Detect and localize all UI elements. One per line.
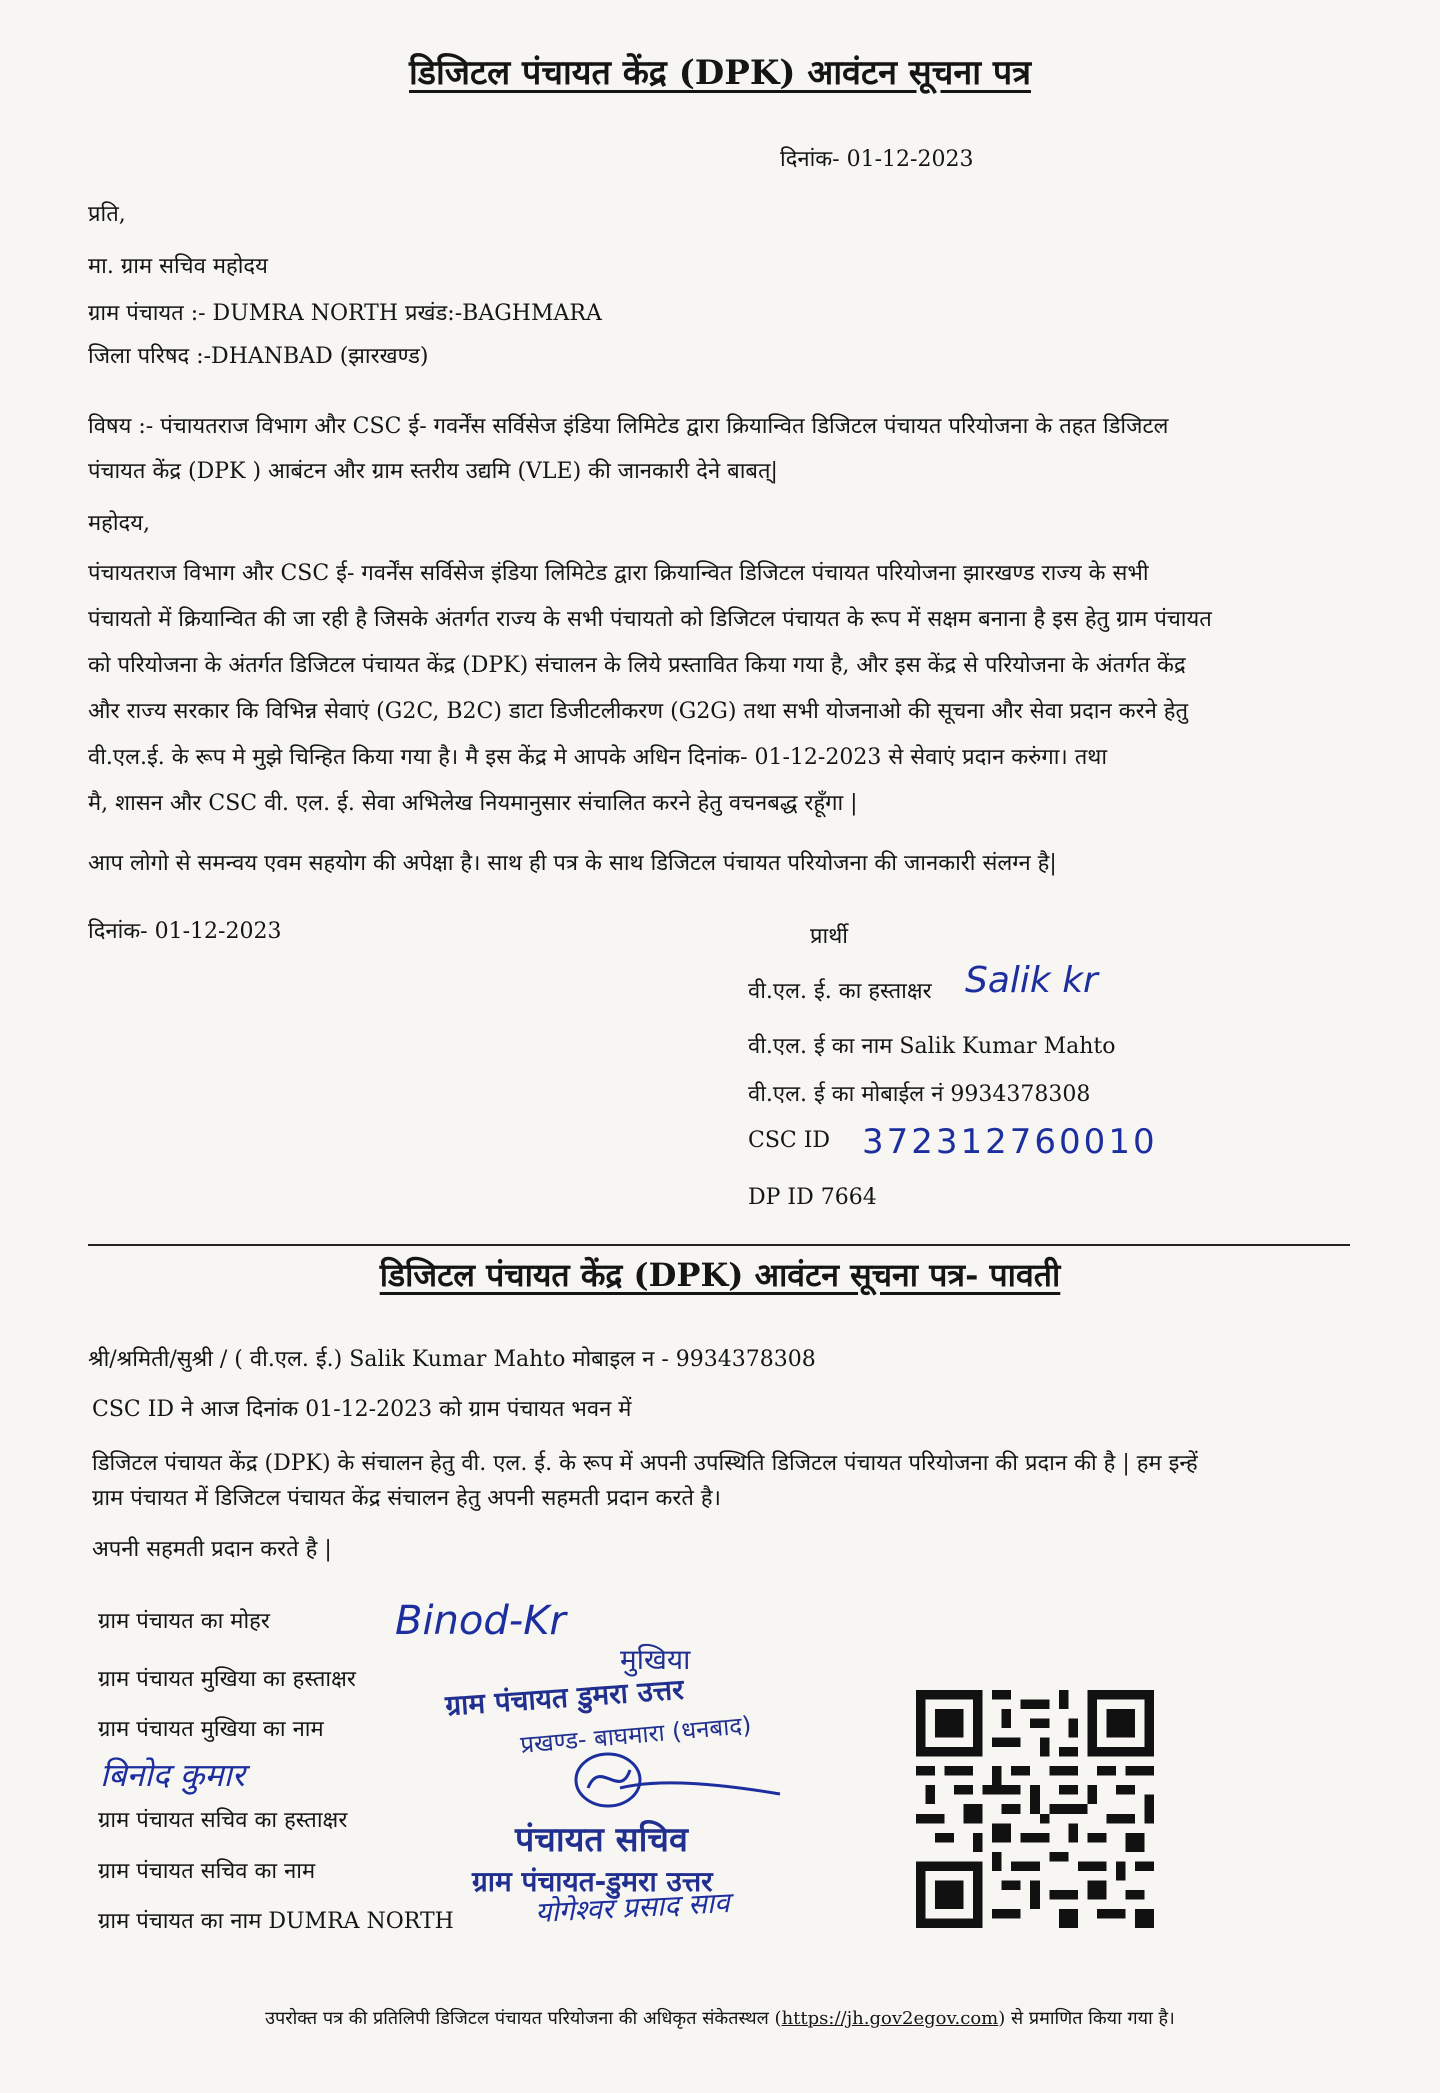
- body-line: पंचायतराज विभाग और CSC ई- गवर्नेंस सर्विसेज इंडिया लिमिटेड द्वारा क्रियान्वित डिजिटल पंचायत परियोजना झारखण्ड राज्य के सभी: [88, 561, 1149, 586]
- stamp-mukhiya-title: मुखिया: [620, 1643, 691, 1676]
- csc-id-handwritten: 372312760010: [862, 1122, 1158, 1162]
- stamp-mukhiya-block: प्रखण्ड- बाघमारा (धनबाद): [519, 1710, 753, 1760]
- vle-mobile-line: वी.एल. ई का मोबाईल नं 9934378308: [748, 1082, 1091, 1107]
- subject-line-2: पंचायत केंद्र (DPK ) आबंटन और ग्राम स्तरीय उद्यमि (VLE) की जानकारी देने बाबत्|: [88, 459, 778, 484]
- to-line: प्रति,: [88, 202, 126, 227]
- body-line: और राज्य सरकार कि विभिन्न सेवाएं (G2C, B2C) डाटा डिजीटलीकरण (G2G) तथा सभी योजनाओ की सूचना और सेवा प्रदान करने हेतु: [88, 699, 1189, 724]
- district-line: जिला परिषद :-DHANBAD (झारखण्ड): [88, 344, 429, 369]
- label-panchayat-seal: ग्राम पंचायत का मोहर: [98, 1609, 270, 1634]
- receipt-line-5: अपनी सहमती प्रदान करते है |: [92, 1537, 332, 1562]
- receipt-title: डिजिटल पंचायत केंद्र (DPK) आवंटन सूचना पत्र- पावती: [379, 1256, 1061, 1294]
- receipt-line-3: डिजिटल पंचायत केंद्र (DPK) के संचालन हेतु वी. एल. ई. के रूप में अपनी उपस्थिति डिजिटल पंचायत परियोजना की प्रदान की है | हम इन्हें: [92, 1451, 1198, 1476]
- label-sachiv-signature: ग्राम पंचायत सचिव का हस्ताक्षर: [98, 1808, 348, 1833]
- panchayat-line: ग्राम पंचायत :- DUMRA NORTH प्रखंड:-BAGHMARA: [88, 301, 602, 326]
- footer-link[interactable]: https://jh.gov2egov.com: [781, 2008, 999, 2029]
- body-line: वी.एल.ई. के रूप मे मुझे चिन्हित किया गया है। मै इस केंद्र मे आपके अधिन दिनांक- 01-12-2023 से सेवाएं प्रदान करुंगा। तथा: [88, 745, 1108, 770]
- notice-title: डिजिटल पंचायत केंद्र (DPK) आवंटन सूचना पत्र: [409, 53, 1031, 93]
- stamp-sachiv-panchayat: ग्राम पंचायत-डुमरा उत्तर: [472, 1865, 713, 1898]
- label-panchayat-name: ग्राम पंचायत का नाम DUMRA NORTH: [98, 1909, 454, 1934]
- salutation: महोदय,: [88, 511, 150, 536]
- stamp-mukhiya-panchayat: ग्राम पंचायत डुमरा उत्तर: [444, 1672, 685, 1723]
- section-divider: [88, 1244, 1350, 1246]
- stamp-sachiv-title: पंचायत सचिव: [515, 1820, 688, 1860]
- body-line: पंचायतो में क्रियान्वित की जा रही है जिसके अंतर्गत राज्य के सभी पंचायतो को डिजिटल पंचायत के रूप में सक्षम बनाना है इस हेतु ग्राम पंचायत: [88, 607, 1212, 632]
- footer-note: उपरोक्त पत्र की प्रतिलिपी डिजिटल पंचायत परियोजना की अधिकृत संकेतस्थल (https://jh.gov2egov.com) से प्रमाणित किया गया है।: [265, 2008, 1175, 2029]
- receipt-line-1: श्री/श्रमिती/सुश्री / ( वी.एल. ई.) Salik Kumar Mahto मोबाइल न - 9934378308: [88, 1347, 816, 1372]
- addressee: मा. ग्राम सचिव महोदय: [88, 254, 268, 279]
- label-mukhiya-name: ग्राम पंचायत मुखिया का नाम: [98, 1717, 324, 1742]
- vle-signature-label: वी.एल. ई. का हस्ताक्षर: [748, 979, 932, 1004]
- notice-date: दिनांक- 01-12-2023: [780, 147, 974, 172]
- mukhiya-signature: Binod-Kr: [395, 1598, 566, 1644]
- qr-code-icon: [916, 1690, 1154, 1928]
- body-line: को परियोजना के अंतर्गत डिजिटल पंचायत केंद्र (DPK) संचालन के लिये प्रस्तावित किया गया है, और इस केंद्र से परियोजना के अंतर्गत केंद्र: [88, 653, 1186, 678]
- bottom-date: दिनांक- 01-12-2023: [88, 919, 282, 944]
- closing-line: आप लोगो से समन्वय एवम सहयोग की अपेक्षा है। साथ ही पत्र के साथ डिजिटल पंचायत परियोजना की जानकारी संलग्न है|: [88, 851, 1057, 876]
- body-line: मै, शासन और CSC वी. एल. ई. सेवा अभिलेख नियमानुसार संचालित करने हेतु वचनबद्ध रहूँगा |: [88, 791, 858, 816]
- receipt-line-2: CSC ID ने आज दिनांक 01-12-2023 को ग्राम पंचायत भवन में: [92, 1397, 632, 1422]
- receipt-line-4: ग्राम पंचायत में डिजिटल पंचायत केंद्र संचालन हेतु अपनी सहमती प्रदान करते है।: [92, 1486, 721, 1511]
- applicant-label: प्रार्थी: [810, 924, 848, 949]
- csc-id-label: CSC ID: [748, 1128, 831, 1153]
- vle-name-line: वी.एल. ई का नाम Salik Kumar Mahto: [748, 1034, 1116, 1059]
- dp-id-line: DP ID 7664: [748, 1185, 877, 1210]
- mukhiya-name-handwritten: बिनोद कुमार: [100, 1756, 245, 1794]
- vle-signature: Salik kr: [965, 960, 1098, 1001]
- sachiv-signature-icon: [560, 1748, 790, 1818]
- subject-line-1: विषय :- पंचायतराज विभाग और CSC ई- गवर्नेंस सर्विसेज इंडिया लिमिटेड द्वारा क्रियान्वित डिजिटल पंचायत परियोजना के तहत डिजिटल: [88, 414, 1169, 439]
- label-mukhiya-signature: ग्राम पंचायत मुखिया का हस्ताक्षर: [98, 1667, 356, 1692]
- sachiv-name-handwritten: योगेश्वर प्रसाद साव: [534, 1885, 731, 1930]
- label-sachiv-name: ग्राम पंचायत सचिव का नाम: [98, 1859, 316, 1884]
